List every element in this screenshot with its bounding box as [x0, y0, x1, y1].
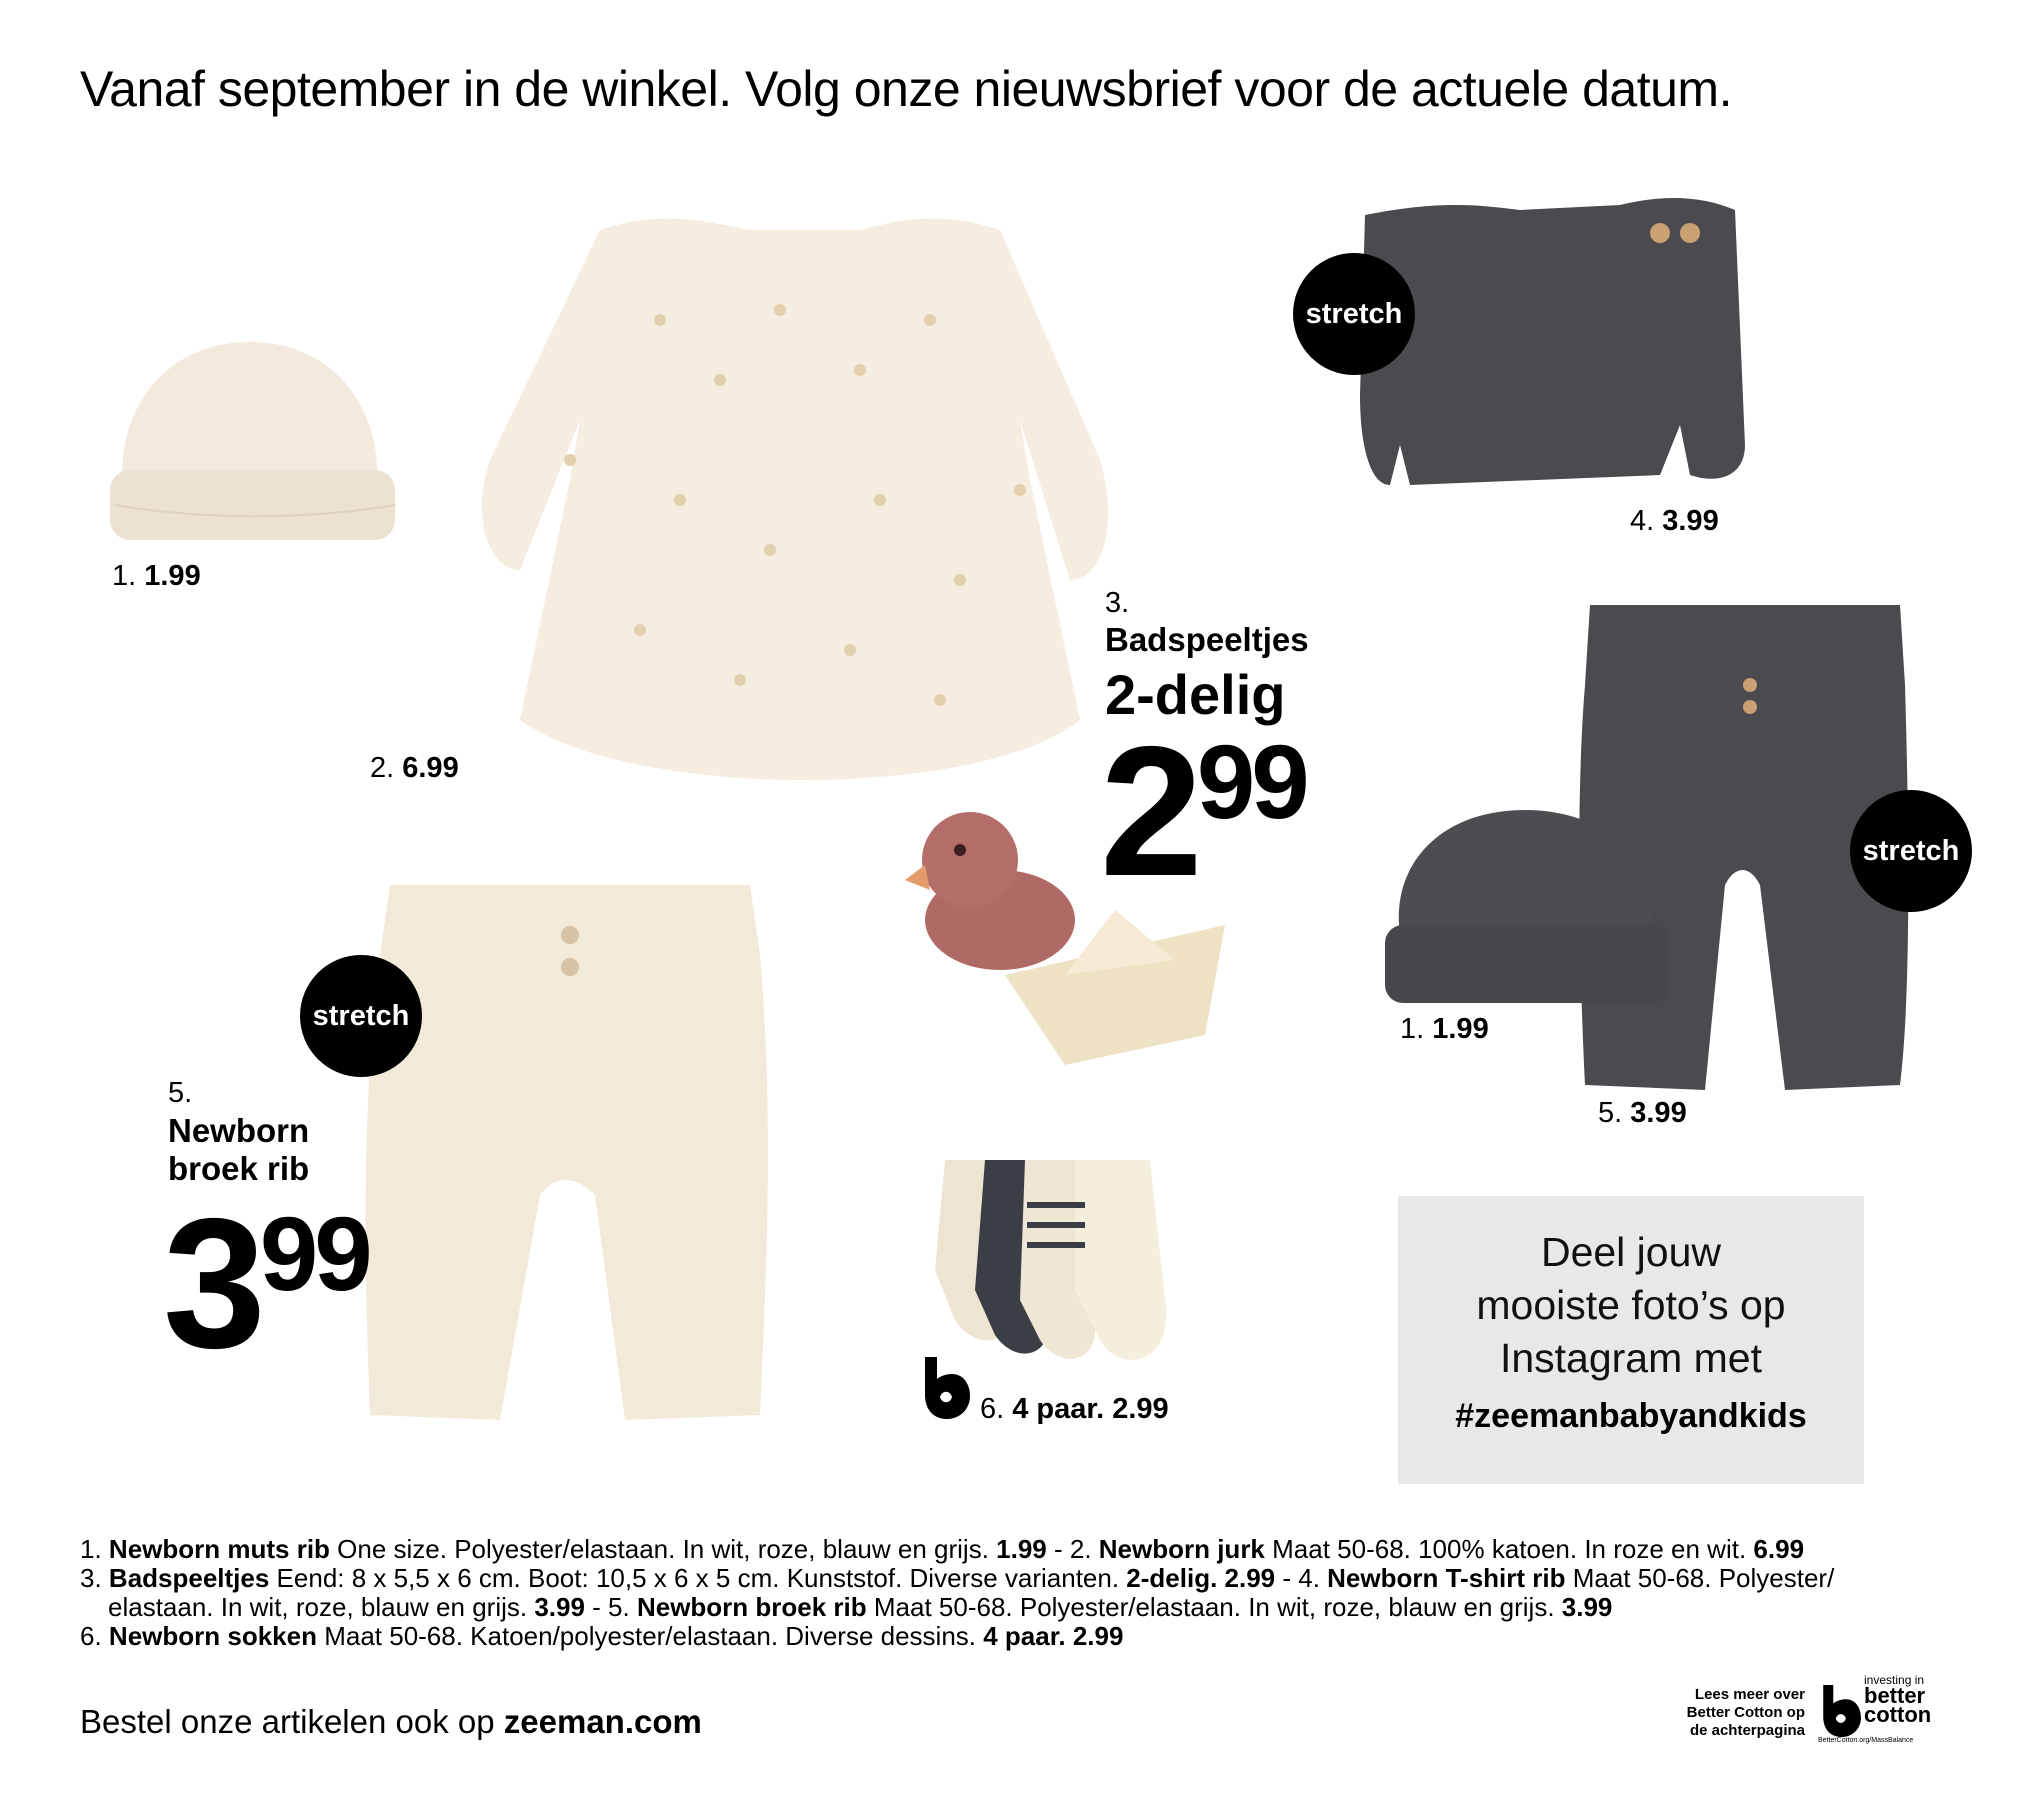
- desc-line-2: 3. Badspeeltjes Eend: 8 x 5,5 x 6 cm. Boot: 10,5 x 6 x 5 cm. Kunststof. Diverse varianten. 2-delig. 2.99 - 4. Newborn T-shirt rib Maat 50-68. Polyester/: [80, 1563, 1835, 1593]
- hat-cream-label: 1. 1.99: [112, 560, 201, 592]
- bath-toys-name: Badspeeltjes: [1105, 621, 1309, 658]
- bath-toys-variant: 2-delig: [1105, 663, 1286, 726]
- promo-line-1: Deel jouw: [1540, 1229, 1722, 1275]
- shirt-label: 4. 3.99: [1630, 505, 1719, 537]
- desc-line-1: 1. Newborn muts rib One size. Polyester/elastaan. In wit, roze, blauw en grijs. 1.99 - 2. Newborn jurk Maat 50-68. 100% katoen. In roze en wit. 6.99: [80, 1534, 1805, 1564]
- promo-line-2: mooiste foto’s op: [1476, 1282, 1786, 1328]
- socks-label: 6. 4 paar. 2.99: [980, 1393, 1169, 1425]
- better-cotton-logo-icon: [1818, 1685, 1862, 1737]
- cream-pants-image: [365, 875, 775, 1435]
- bath-toys-number: 3.: [1105, 587, 1130, 619]
- grey-shirt-image: [1360, 195, 1750, 495]
- stretch-badge-pants-cream: stretch: [300, 955, 422, 1077]
- grey-hat-image: [1380, 805, 1680, 1005]
- instagram-promo-box: [1398, 1196, 1864, 1484]
- better-cotton-b-icon: [920, 1357, 970, 1419]
- toy-boat-image: [1005, 905, 1235, 1070]
- product-descriptions: [80, 1535, 1980, 1651]
- pants-grey-label: 5. 3.99: [1598, 1097, 1687, 1129]
- floral-dress-image: [460, 200, 1130, 800]
- better-cotton-logo: investing in better cotton BetterCotton.org/MassBalance: [1818, 1673, 1932, 1744]
- socks-image: [935, 1150, 1235, 1380]
- pants-feature-price: 399: [163, 1181, 369, 1387]
- stretch-badge-shirt: stretch: [1293, 253, 1415, 375]
- promo-line-3: Instagram met: [1499, 1335, 1763, 1381]
- cream-hat-image: [105, 330, 405, 550]
- desc-line-4: 6. Newborn sokken Maat 50-68. Katoen/polyester/elastaan. Diverse dessins. 4 paar. 2.99: [80, 1621, 1124, 1651]
- stretch-badge-pants-grey: stretch: [1850, 790, 1972, 912]
- pants-name-line2: broek rib: [168, 1150, 310, 1187]
- promo-hashtag: #zeemanbabyandkids: [1455, 1397, 1807, 1435]
- hat-grey-label: 1. 1.99: [1400, 1013, 1489, 1045]
- better-cotton-note: Lees meer over Better Cotton op de achterpagina: [1686, 1686, 1805, 1739]
- desc-line-3: elastaan. In wit, roze, blauw en grijs. 3.99 - 5. Newborn broek rib Maat 50-68. Polyester/elastaan. In wit, roze, blauw en grijs. 3.99: [108, 1592, 1613, 1622]
- bath-toys-price: 299: [1100, 709, 1306, 915]
- dress-label: 2. 6.99: [370, 752, 459, 784]
- page-headline: Vanaf september in de winkel. Volg onze nieuwsbrief voor de actuele datum.: [80, 61, 1732, 117]
- zeeman-link[interactable]: zeeman.com: [503, 1703, 702, 1740]
- footer-order-text: Bestel onze artikelen ook op zeeman.com: [80, 1703, 702, 1740]
- pants-name-line1: Newborn: [168, 1112, 310, 1149]
- pants-number: 5.: [168, 1077, 193, 1109]
